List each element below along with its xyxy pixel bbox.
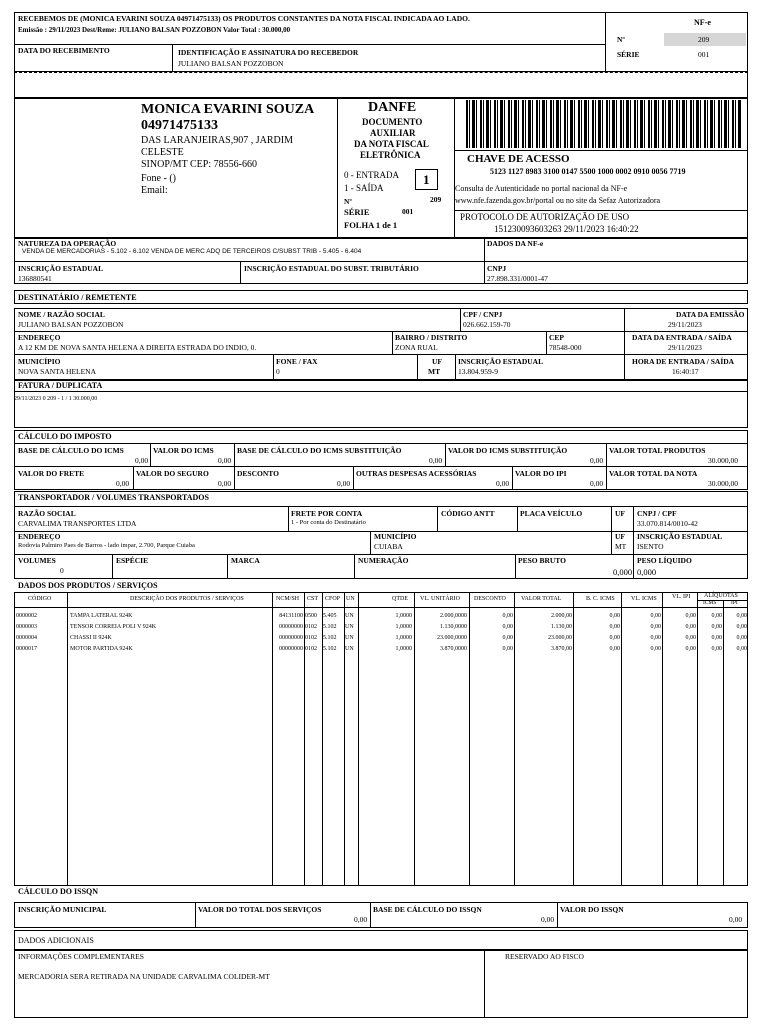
gross-weight-label: PESO BRUTO xyxy=(518,556,566,565)
info-label: INFORMAÇÕES COMPLEMENTARES xyxy=(18,952,144,961)
col-header-cst: CST xyxy=(307,596,319,602)
ipi-label: VALOR DO IPI xyxy=(515,469,567,478)
carrier-city-label: MUNICÍPIO xyxy=(374,532,417,541)
product-cell-description: MOTOR PARTIDA 924K xyxy=(70,646,133,652)
col-header-aliq-icms: ICMS xyxy=(703,600,717,606)
col-header-vl-ipi: VL. IPI xyxy=(672,594,691,600)
total-nota-value: 30.000,00 xyxy=(708,479,738,488)
receipt-sign-value: JULIANO BALSAN POZZOBON xyxy=(178,59,284,68)
product-cell-code: 0000017 xyxy=(16,646,37,652)
product-cell-vl-icms: 0,00 xyxy=(650,646,661,652)
species-label: ESPÉCIE xyxy=(116,556,149,565)
col-header-un: UN xyxy=(346,596,355,602)
icms-value: 0,00 xyxy=(218,456,232,465)
danfe-title: DANFE xyxy=(368,100,417,115)
recipient-ie-label: INSCRIÇÃO ESTADUAL xyxy=(458,357,544,366)
frete-label: VALOR DO FRETE xyxy=(18,469,85,478)
product-cell-discount: 0,00 xyxy=(502,613,513,619)
emission-date-value: 29/11/2023 xyxy=(668,320,702,329)
product-cell-discount: 0,00 xyxy=(502,646,513,652)
receipt-no-value: 209 xyxy=(698,35,710,44)
receipt-serie-value: 001 xyxy=(698,50,710,59)
iest-label: INSCRIÇÃO ESTADUAL DO SUBST. TRIBUTÁRIO xyxy=(244,264,419,273)
product-cell-aliq-icms: 0,00 xyxy=(711,646,722,652)
danfe-serie-value: 001 xyxy=(402,207,414,216)
product-cell-unit-price: 23.000,0000 xyxy=(437,635,467,641)
product-cell-un: UN xyxy=(345,624,354,630)
plate-label: PLACA VEÍCULO xyxy=(520,509,583,518)
protocol-value: 151230093603263 29/11/2023 16:40:22 xyxy=(494,224,639,234)
emitter-city: SINOP/MT CEP: 78556-660 xyxy=(141,159,257,170)
recipient-ie-value: 13.804.959-9 xyxy=(458,367,498,376)
gross-weight-value: 0,000 xyxy=(613,567,633,577)
product-cell-qty: 1,0000 xyxy=(395,635,412,641)
seguro-label: VALOR DO SEGURO xyxy=(136,469,209,478)
additional-section-header xyxy=(14,930,748,950)
access-consult2: www.nfe.fazenda.gov.br/portal ou no site da Sefaz Autorizadora xyxy=(455,196,661,205)
product-cell-unit-price: 2.000,0000 xyxy=(440,613,467,619)
col-header-total: VALOR TOTAL xyxy=(521,596,562,602)
bc-icms-value: 0,00 xyxy=(135,456,149,465)
transport-section: TRANSPORTADOR / VOLUMES TRANSPORTADOS xyxy=(18,493,209,502)
emitter-phone: Fone - () xyxy=(141,173,176,184)
carrier-address-label: ENDEREÇO xyxy=(18,532,61,541)
carrier-ie-label: INSCRIÇÃO ESTADUAL xyxy=(637,532,723,541)
issqn-im-label: INSCRIÇÃO MUNICIPAL xyxy=(18,905,107,914)
recipient-cpf-label: CPF / CNPJ xyxy=(463,310,503,319)
col-header-description: DESCRIÇÃO DOS PRODUTOS / SERVIÇOS xyxy=(130,596,244,602)
product-cell-cfop: 5.405 xyxy=(323,613,337,619)
seguro-value: 0,00 xyxy=(218,479,232,488)
product-cell-code: 0000002 xyxy=(16,613,37,619)
product-cell-ncm: 84131100 xyxy=(279,613,303,619)
product-cell-description: TENSOR CORREIA POLI V 924K xyxy=(70,624,157,630)
dados-nfe-label: DADOS DA NF-e xyxy=(487,239,544,248)
issqn-section: CÁLCULO DO ISSQN xyxy=(18,887,99,896)
operation-value: VENDA DE MERCADORIAS - 5.102 - 6.102 VENDA DE MERC ADQ DE TERCEIROS C/SUBST TRIB - 5.405 - 6.404 xyxy=(22,248,362,255)
product-cell-aliq-ipi: 0,00 xyxy=(736,646,747,652)
additional-section: DADOS ADICIONAIS xyxy=(18,936,94,945)
emitter-name: MONICA EVARINI SOUZA xyxy=(141,102,315,117)
issqn-services-value: 0,00 xyxy=(354,915,368,924)
product-cell-unit-price: 1.130,0000 xyxy=(440,624,467,630)
product-cell-total: 3.870,00 xyxy=(551,646,572,652)
issqn-bc-value: 0,00 xyxy=(541,915,555,924)
issqn-value-value: 0,00 xyxy=(729,915,743,924)
fisco-label: RESERVADO AO FISCO xyxy=(505,952,584,961)
recipient-name-label: NOME / RAZÃO SOCIAL xyxy=(18,310,105,319)
emitter-address2: CELESTE xyxy=(141,147,184,158)
entry-date-label: DATA DA ENTRADA / SAÍDA xyxy=(632,333,732,342)
danfe-saida: 1 - SAÍDA xyxy=(344,183,384,193)
product-cell-bc-icms: 0,00 xyxy=(609,624,620,630)
volumes-label: VOLUMES xyxy=(18,556,56,565)
access-key-label: CHAVE DE ACESSO xyxy=(467,153,570,165)
exit-time-value: 16:40:17 xyxy=(672,367,699,376)
tax-section: CÁLCULO DO IMPOSTO xyxy=(18,432,112,441)
product-cell-cst: 0500 xyxy=(305,613,317,619)
danfe-no-label: Nº xyxy=(344,197,352,206)
recipient-city-value: NOVA SANTA HELENA xyxy=(18,367,97,376)
product-cell-vl-ipi: 0,00 xyxy=(685,613,696,619)
product-cell-cst: 0102 xyxy=(305,646,317,652)
invoice-section: FATURA / DUPLICATA xyxy=(18,381,103,390)
product-cell-ncm: 00000000 xyxy=(279,635,303,641)
issqn-bc-label: BASE DE CÁLCULO DO ISSQN xyxy=(373,905,482,914)
col-header-bc-icms: B. C. ICMS xyxy=(586,596,615,602)
danfe-folha: FOLHA 1 de 1 xyxy=(344,220,398,230)
danfe-entrada: 0 - ENTRADA xyxy=(344,170,399,180)
recipient-fone-value: 0 xyxy=(276,367,280,376)
info-value: MERCADORIA SERA RETIRADA NA UNIDADE CARVALIMA COLIDER-MT xyxy=(18,972,270,981)
product-cell-un: UN xyxy=(345,613,354,619)
recipient-cep-value: 78548-000 xyxy=(549,343,582,352)
product-cell-cst: 0102 xyxy=(305,635,317,641)
danfe-sub1: DOCUMENTO xyxy=(362,117,423,127)
receipt-date-label: DATA DO RECEBIMENTO xyxy=(18,46,110,55)
desconto-label: DESCONTO xyxy=(237,469,279,478)
danfe-sub3: DA NOTA FISCAL xyxy=(354,139,429,149)
product-cell-bc-icms: 0,00 xyxy=(609,635,620,641)
product-cell-aliq-icms: 0,00 xyxy=(711,635,722,641)
product-cell-cfop: 5.102 xyxy=(323,646,337,652)
product-cell-vl-icms: 0,00 xyxy=(650,613,661,619)
col-header-discount: DESCONTO xyxy=(474,596,506,602)
receipt-text-line2: Emissão : 29/11/2023 Dest/Reme: JULIANO BALSAN POZZOBON Valor Total : 30.000,00 xyxy=(18,26,291,34)
product-cell-code: 0000004 xyxy=(16,635,37,641)
recipient-bairro-value: ZONA RUAL xyxy=(395,343,438,352)
receipt-nfe-label: NF-e xyxy=(694,18,711,27)
product-cell-aliq-ipi: 0,00 xyxy=(736,613,747,619)
danfe-serie-label: SÉRIE xyxy=(344,207,370,217)
recipient-uf-label: UF xyxy=(432,357,442,366)
receipt-serie-label: SÉRIE xyxy=(617,50,640,59)
recipient-fone-label: FONE / FAX xyxy=(276,357,318,366)
emitter-doc: 04971475133 xyxy=(141,118,218,133)
icms-st-label: VALOR DO ICMS SUBSTITUIÇÃO xyxy=(448,446,568,455)
emitter-address1: DAS LARANJEIRAS,907 , JARDIM xyxy=(141,135,293,146)
product-cell-description: CHASSI II 924K xyxy=(70,635,112,641)
receipt-sign-label: IDENTIFICAÇÃO E ASSINATURA DO RECEBEDOR xyxy=(178,48,359,57)
issqn-value-label: VALOR DO ISSQN xyxy=(560,905,624,914)
col-header-ncm: NCM/SH xyxy=(276,596,300,602)
product-cell-vl-ipi: 0,00 xyxy=(685,624,696,630)
icms-label: VALOR DO ICMS xyxy=(153,446,214,455)
desconto-value: 0,00 xyxy=(337,479,351,488)
net-weight-label: PESO LÍQUIDO xyxy=(637,556,692,565)
product-cell-un: UN xyxy=(345,646,354,652)
net-weight-value: 0,000 xyxy=(637,567,657,577)
ie-label: INSCRIÇÃO ESTADUAL xyxy=(18,264,104,273)
product-cell-bc-icms: 0,00 xyxy=(609,613,620,619)
product-cell-qty: 1,0000 xyxy=(395,613,412,619)
icms-st-value: 0,00 xyxy=(590,456,604,465)
carrier-name-value: CARVALIMA TRANSPORTES LTDA xyxy=(18,519,137,528)
product-cell-total: 1.130,00 xyxy=(551,624,572,630)
col-header-vl-icms: VL. ICMS xyxy=(631,596,657,602)
access-key-barcode xyxy=(466,100,742,148)
emission-date-label: DATA DA EMISSÃO xyxy=(676,310,745,319)
product-cell-total: 23.000,00 xyxy=(548,635,572,641)
carrier-address-value: Rodovia Palmiro Paes de Barros - lado impar, 2.700, Parque Cuiaba xyxy=(18,542,195,549)
product-cell-total: 2.000,00 xyxy=(551,613,572,619)
total-products-label: VALOR TOTAL PRODUTOS xyxy=(609,446,706,455)
product-cell-unit-price: 3.870,0000 xyxy=(440,646,467,652)
product-cell-aliq-ipi: 0,00 xyxy=(736,624,747,630)
product-cell-ncm: 00000000 xyxy=(279,646,303,652)
product-cell-aliq-ipi: 0,00 xyxy=(736,635,747,641)
frete-value: 0,00 xyxy=(116,479,130,488)
product-cell-ncm: 00000000 xyxy=(279,624,303,630)
receipt-text-line1: RECEBEMOS DE (MONICA EVARINI SOUZA 04971475133) OS PRODUTOS CONSTANTES DA NOTA FISCAL INDICADA AO LADO. xyxy=(18,14,470,23)
recipient-section: DESTINATÁRIO / REMETENTE xyxy=(18,293,137,302)
product-cell-cst: 0102 xyxy=(305,624,317,630)
col-header-aliq-ipi: IPI xyxy=(731,600,738,606)
product-cell-discount: 0,00 xyxy=(502,635,513,641)
product-cell-cfop: 5.102 xyxy=(323,624,337,630)
recipient-name-value: JULIANO BALSAN POZZOBON xyxy=(18,320,124,329)
exit-time-label: HORA DE ENTRADA / SAÍDA xyxy=(632,357,735,366)
receipt-no-label: Nº xyxy=(617,35,625,44)
carrier-name-label: RAZÃO SOCIAL xyxy=(18,509,76,518)
recipient-uf-value: MT xyxy=(428,367,441,376)
operation-label: NATUREZA DA OPERAÇÃO xyxy=(18,239,117,248)
outras-value: 0,00 xyxy=(496,479,510,488)
bc-st-value: 0,00 xyxy=(429,456,443,465)
product-cell-bc-icms: 0,00 xyxy=(609,646,620,652)
danfe-no-value: 209 xyxy=(430,195,442,204)
product-cell-vl-ipi: 0,00 xyxy=(685,646,696,652)
carrier-uf2-value: MT xyxy=(615,542,627,551)
entry-date-value: 29/11/2023 xyxy=(668,343,702,352)
col-header-aliquotas: ALÍQUOTAS xyxy=(704,593,738,599)
bc-st-label: BASE DE CÁLCULO DO ICMS SUBSTITUIÇÃO xyxy=(237,446,402,455)
product-cell-vl-icms: 0,00 xyxy=(650,624,661,630)
emitter-email: Email: xyxy=(141,185,168,196)
invoice-line: 29/11/2023 0 209 - 1 / 1 30.000,00 xyxy=(14,396,98,402)
col-header-qty: QTDE xyxy=(392,596,408,602)
recipient-bairro-label: BAIRRO / DISTRITO xyxy=(395,333,468,342)
product-cell-aliq-icms: 0,00 xyxy=(711,613,722,619)
product-cell-code: 0000003 xyxy=(16,624,37,630)
access-consult1: Consulta de Autenticidade no portal nacional da NF-e xyxy=(455,184,628,193)
product-cell-cfop: 5.102 xyxy=(323,635,337,641)
freight-label: FRETE POR CONTA xyxy=(291,509,363,518)
product-cell-qty: 1,0000 xyxy=(395,646,412,652)
products-section: DADOS DOS PRODUTOS / SERVIÇOS xyxy=(18,581,158,590)
product-cell-description: TAMPA LATERAL 924K xyxy=(70,613,133,619)
brand-label: MARCA xyxy=(231,556,260,565)
carrier-city-value: CUIABA xyxy=(374,542,403,551)
carrier-cnpj-value: 33.070.814/0010-42 xyxy=(637,519,698,528)
outras-label: OUTRAS DESPESAS ACESSÓRIAS xyxy=(356,469,477,478)
cut-line-box xyxy=(14,72,748,98)
cnpj-value: 27.898.331/0001-47 xyxy=(487,274,548,283)
freight-value: 1 - Por conta do Destinatário xyxy=(291,519,366,526)
access-key-value: 5123 1127 8983 3100 0147 5500 1000 0002 0910 0056 7719 xyxy=(490,167,686,176)
recipient-city-label: MUNICÍPIO xyxy=(18,357,61,366)
volumes-value: 0 xyxy=(60,566,64,575)
col-header-cfop: CFOP xyxy=(325,596,341,602)
total-products-value: 30.000,00 xyxy=(708,456,738,465)
product-cell-discount: 0,00 xyxy=(502,624,513,630)
carrier-cnpj-label: CNPJ / CPF xyxy=(637,509,677,518)
danfe-type-value: 1 xyxy=(423,172,430,187)
product-cell-qty: 1,0000 xyxy=(395,624,412,630)
numbering-label: NUMERAÇÃO xyxy=(358,556,409,565)
col-header-code: CÓDIGO xyxy=(28,596,52,602)
protocol-label: PROTOCOLO DE AUTORIZAÇÃO DE USO xyxy=(460,212,630,222)
col-header-unit-price: VL. UNITÁRIO xyxy=(420,596,460,602)
carrier-uf-label: UF xyxy=(615,509,625,518)
product-cell-aliq-icms: 0,00 xyxy=(711,624,722,630)
total-nota-label: VALOR TOTAL DA NOTA xyxy=(609,469,698,478)
cnpj-label: CNPJ xyxy=(487,264,507,273)
carrier-uf2-label: UF xyxy=(615,532,625,541)
product-cell-un: UN xyxy=(345,635,354,641)
ie-value: 136880541 xyxy=(18,274,52,283)
ipi-value: 0,00 xyxy=(590,479,604,488)
invoice-box xyxy=(14,380,748,428)
antt-label: CÓDIGO ANTT xyxy=(441,509,495,518)
carrier-ie-value: ISENTO xyxy=(637,542,664,551)
product-cell-vl-icms: 0,00 xyxy=(650,635,661,641)
recipient-address-label: ENDEREÇO xyxy=(18,333,61,342)
bc-icms-label: BASE DE CÁLCULO DO ICMS xyxy=(18,446,124,455)
danfe-sub4: ELETRÔNICA xyxy=(360,150,421,160)
danfe-sub2: AUXILIAR xyxy=(370,128,416,138)
product-cell-vl-ipi: 0,00 xyxy=(685,635,696,641)
recipient-cep-label: CEP xyxy=(549,333,564,342)
recipient-address-value: A 12 KM DE NOVA SANTA HELENA A DIREITA ESTRADA DO INDIO, 0. xyxy=(18,343,257,352)
recipient-cpf-value: 026.662.159-70 xyxy=(463,320,511,329)
issqn-services-label: VALOR DO TOTAL DOS SERVIÇOS xyxy=(198,905,322,914)
